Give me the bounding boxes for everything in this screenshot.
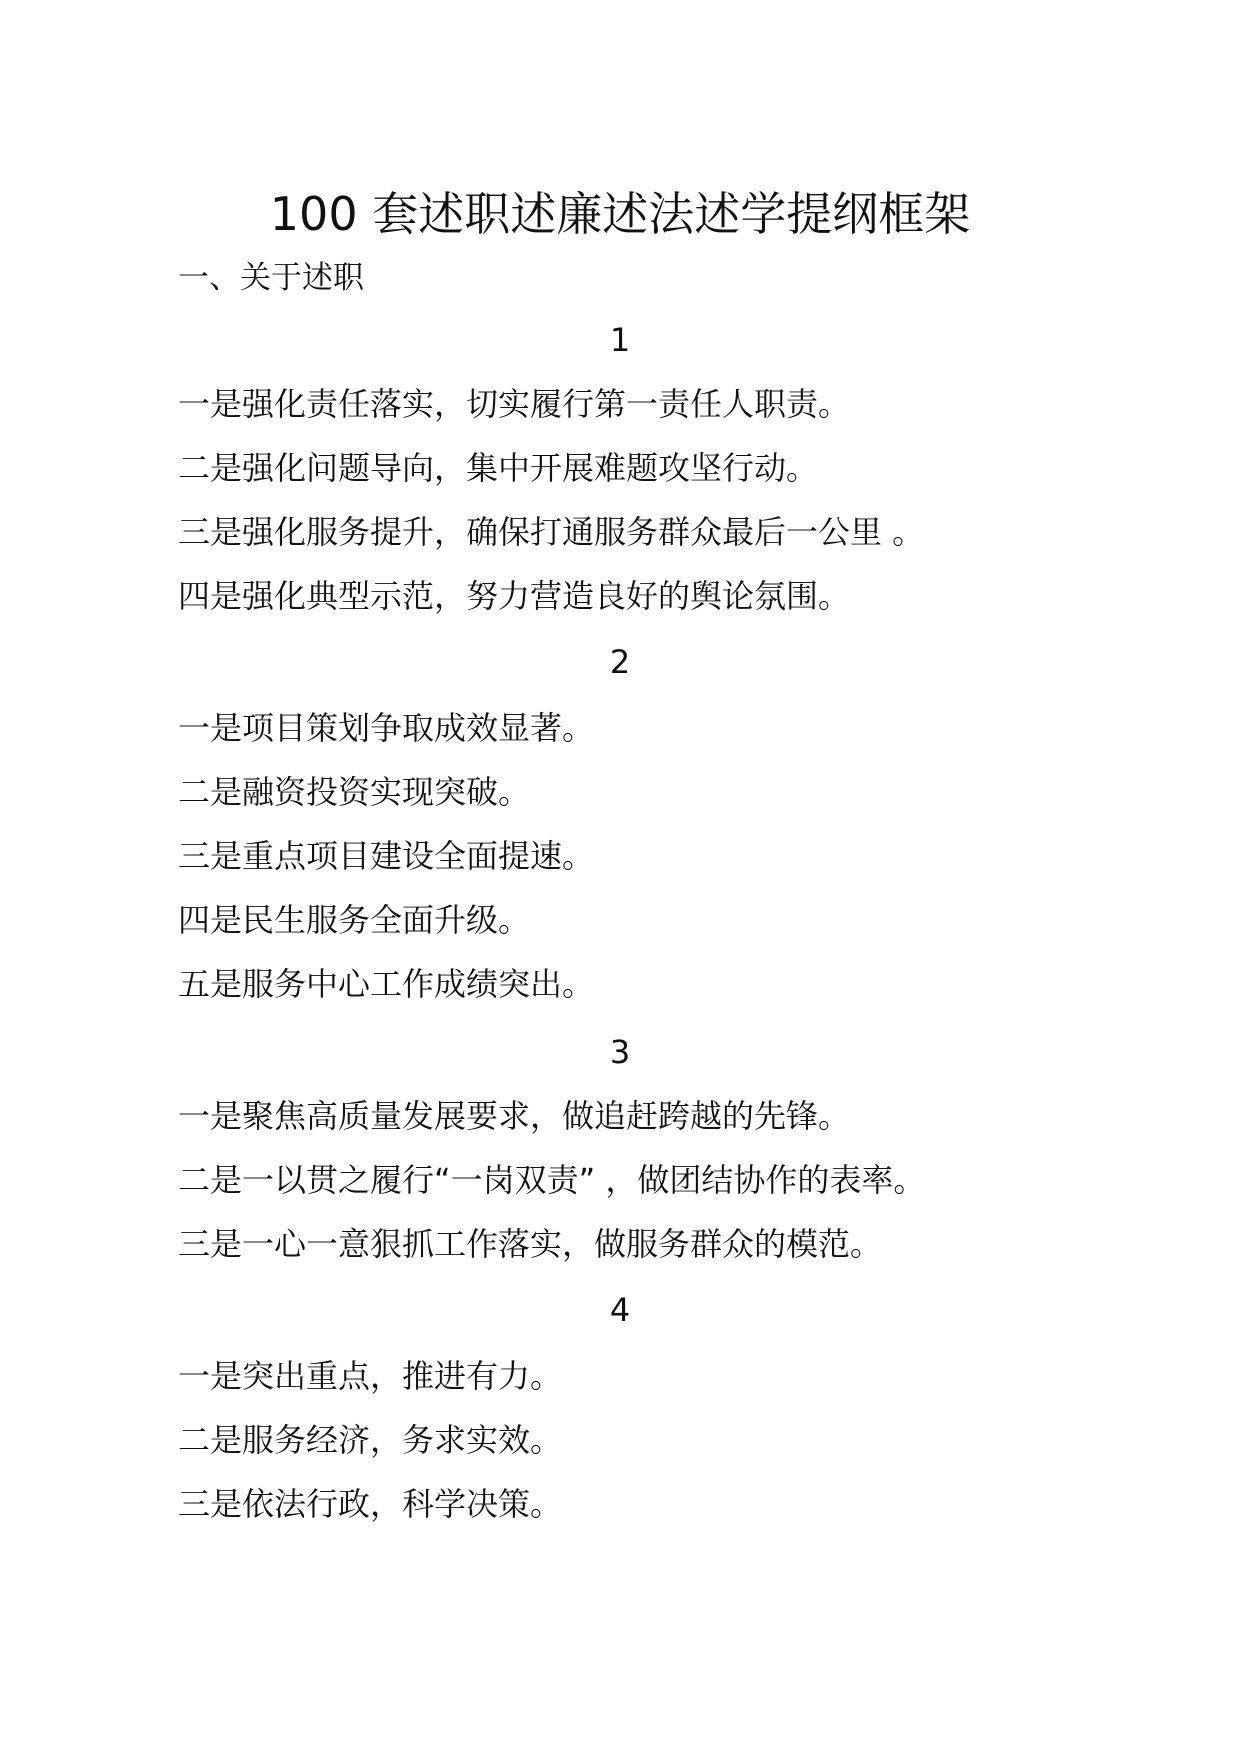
list-item: 三是一心一意狠抓工作落实，做服务群众的模范。 <box>178 1225 883 1263</box>
group-number-1: 1 <box>609 321 631 359</box>
list-item: 三是依法行政，科学决策。 <box>178 1485 563 1523</box>
document-title: 100 套述职述廉述法述学提纲框架 <box>269 187 971 241</box>
list-item: 二是融资投资实现突破。 <box>178 773 531 811</box>
list-item: 二是服务经济，务求实效。 <box>178 1421 563 1459</box>
list-item: 一是聚焦高质量发展要求，做追赶跨越的先锋。 <box>178 1097 851 1135</box>
section-heading: 一、关于述职 <box>178 260 364 296</box>
group-number-3: 3 <box>609 1033 631 1071</box>
list-item: 三是重点项目建设全面提速。 <box>178 837 595 875</box>
list-item: 三是强化服务提升，确保打通服务群众最后一公里 。 <box>178 513 925 551</box>
list-item: 二是一以贯之履行“一岗双责” ，做团结协作的表率。 <box>178 1161 926 1199</box>
list-item: 四是强化典型示范，努力营造良好的舆论氛围。 <box>178 577 851 615</box>
list-item: 五是服务中心工作成绩突出。 <box>178 965 595 1003</box>
list-item: 一是突出重点，推进有力。 <box>178 1357 563 1395</box>
list-item: 一是项目策划争取成效显著。 <box>178 709 595 747</box>
group-number-4: 4 <box>609 1291 631 1329</box>
list-item: 二是强化问题导向，集中开展难题攻坚行动。 <box>178 449 819 487</box>
list-item: 一是强化责任落实，切实履行第一责任人职责。 <box>178 385 851 423</box>
list-item: 四是民生服务全面升级。 <box>178 901 531 939</box>
group-number-2: 2 <box>609 643 631 681</box>
